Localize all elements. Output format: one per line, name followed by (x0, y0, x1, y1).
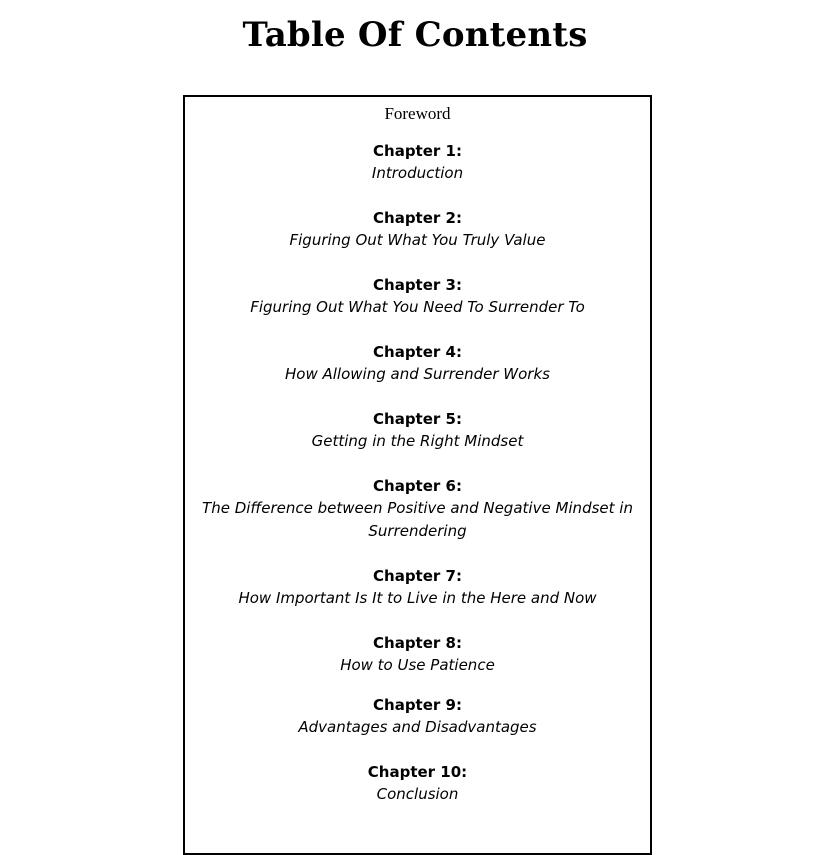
chapter-title: Introduction (371, 164, 464, 182)
chapter-title: How Allowing and Surrender Works (285, 365, 550, 383)
chapter-title: The Difference between Positive and Negative Mindset in Surrendering (202, 499, 633, 540)
chapter-label: Chapter 1: (373, 142, 462, 160)
chapter-title: How to Use Patience (340, 656, 495, 674)
chapter-title: Getting in the Right Mindset (311, 432, 524, 450)
chapter-title: How Important Is It to Live in the Here and Now (238, 589, 597, 607)
chapter-entry-5 (185, 408, 650, 453)
chapter-title: Conclusion (376, 785, 459, 803)
chapter-entry-3 (185, 274, 650, 319)
chapter-label: Chapter 8: (373, 634, 462, 652)
chapter-label: Chapter 10: (367, 763, 468, 781)
table-of-contents-box (183, 95, 652, 855)
page-title: Table Of Contents (242, 15, 588, 55)
chapter-label: Chapter 4: (373, 343, 462, 361)
chapter-entry-6 (185, 475, 650, 543)
chapter-entry-8 (185, 632, 650, 677)
chapter-title: Advantages and Disadvantages (298, 718, 537, 736)
chapter-entry-9 (185, 694, 650, 739)
chapter-label: Chapter 5: (373, 410, 462, 428)
chapter-entry-2 (185, 207, 650, 252)
chapter-label: Chapter 3: (373, 276, 462, 294)
chapter-label: Chapter 7: (373, 567, 462, 585)
chapter-entry-1 (185, 140, 650, 185)
foreword-entry: Foreword (384, 104, 451, 123)
chapter-entry-10 (185, 761, 650, 806)
chapter-label: Chapter 2: (373, 209, 462, 227)
chapter-entry-7 (185, 565, 650, 610)
chapter-title: Figuring Out What You Truly Value (289, 231, 546, 249)
chapter-label: Chapter 6: (373, 477, 462, 495)
chapter-entry-4 (185, 341, 650, 386)
chapter-title: Figuring Out What You Need To Surrender To (250, 298, 585, 316)
chapter-label: Chapter 9: (373, 696, 462, 714)
